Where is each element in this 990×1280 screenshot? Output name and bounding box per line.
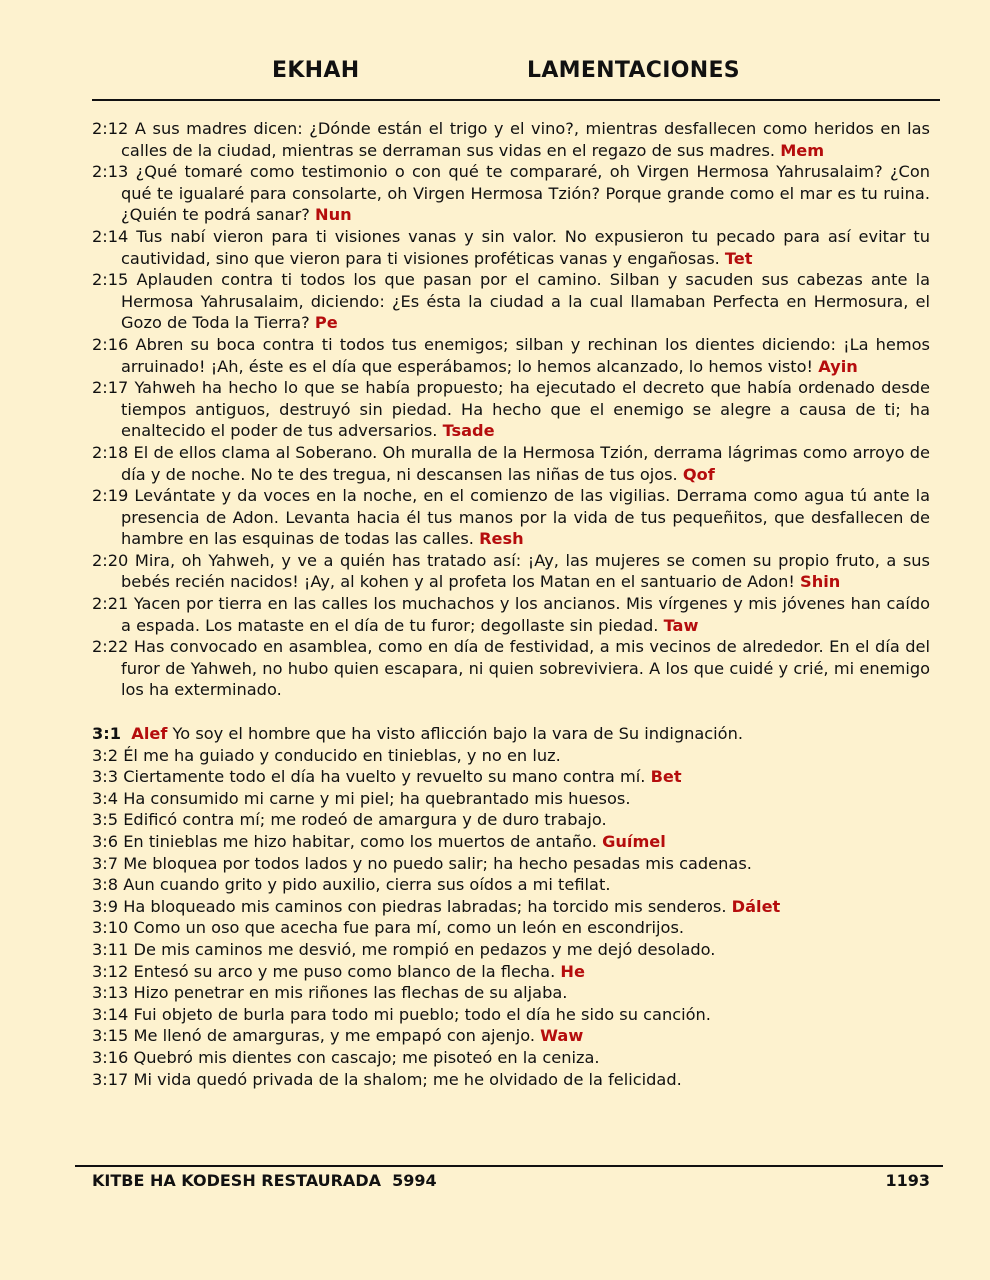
verse: 2:15 Aplauden contra ti todos los que pasan por el camino. Silban y sacuden sus cabezas ante la Hermosa Yahrusalaim, diciendo: ¿Es ésta la ciudad a la cual llamaban Perfecta en Hermosura, el Gozo de Toda la Tierra? Pe bbox=[92, 270, 930, 333]
verse: 3:4 Ha consumido mi carne y mi piel; ha quebrantado mis huesos. bbox=[92, 788, 631, 808]
verse: 2:12 A sus madres dicen: ¿Dónde están el trigo y el vino?, mientras desfallecen como heridos en las calles de la ciudad, mientras se derraman sus vidas en el regazo de sus madres. Mem bbox=[92, 119, 930, 160]
verse: 2:18 El de ellos clama al Soberano. Oh muralla de la Hermosa Tzión, derrama lágrimas como arroyo de día y de noche. No te des tregua, ni descansen las niñas de tus ojos. Qof bbox=[92, 442, 930, 484]
header-book-spanish: LAMENTACIONES bbox=[527, 58, 740, 83]
verse-letter-tag: Taw bbox=[663, 615, 699, 635]
verse-letter-tag: Bet bbox=[650, 767, 682, 787]
verse-letter-tag: Nun bbox=[315, 205, 352, 225]
verse-letter-tag: Pe bbox=[314, 313, 338, 333]
verse-letter-tag: Guímel bbox=[602, 832, 666, 851]
page-footer bbox=[92, 1171, 930, 1195]
verse: 3:10 Como un oso que acecha fue para mí, como un león en escondrijos. bbox=[92, 918, 685, 938]
verse: 2:13 ¿Qué tomaré como testimonio o con qué te compararé, oh Virgen Hermosa Yahrusalaim? ¿Con qué te igualaré para consolarte, oh Virgen Hermosa Tzión? Porque grande como el mar es tu ruina. ¿Quién te podrá sanar? Nun bbox=[92, 162, 930, 225]
verse: 3:7 Me bloquea por todos lados y no puedo salir; ha hecho pesadas mis cadenas. bbox=[92, 853, 752, 873]
verse: 2:19 Levántate y da voces en la noche, en el comienzo de las vigilias. Derrama como agua tú ante la presencia de Adon. Levanta hacia él tus manos por la vida de tus pequeñitos, que desfallecen de hambre en las esquinas de todas las calles. Resh bbox=[92, 486, 930, 549]
verse: 2:17 Yahweh ha hecho lo que se había propuesto; ha ejecutado el decreto que había ordenado desde tiempos antiguos, destruyó sin piedad. Ha hecho que el enemigo se alegre a causa de ti; ha enaltecido el poder de tus adversarios. Tsade bbox=[92, 378, 930, 441]
verse: 3:17 Mi vida quedó privada de la shalom; me he olvidado de la felicidad. bbox=[92, 1069, 682, 1089]
verse: 2:14 Tus nabí vieron para ti visiones vanas y sin valor. No expusieron tu pecado para así evitar tu cautividad, sino que vieron para ti visiones proféticas vanas y engañosas. Tet bbox=[92, 226, 930, 268]
verse: 3:8 Aun cuando grito y pido auxilio, cierra sus oídos a mi tefilat. bbox=[92, 875, 611, 895]
verse: 3:11 De mis caminos me desvió, me rompió en pedazos y me dejó desolado. bbox=[92, 939, 716, 959]
scripture-text bbox=[92, 118, 930, 1090]
verse: 3:3 Ciertamente todo el día ha vuelto y revuelto su mano contra mí. Bet bbox=[92, 767, 682, 787]
page-number: 1193 bbox=[885, 1171, 930, 1190]
verse-letter-tag: Alef bbox=[131, 724, 168, 744]
verse-letter-tag: Waw bbox=[540, 1026, 584, 1046]
verse-letter-tag: Resh bbox=[479, 529, 524, 549]
verse-letter-tag: Shin bbox=[800, 572, 841, 592]
verse: 2:16 Abren su boca contra ti todos tus enemigos; silban y rechinan los dientes diciendo: ¡La hemos arruinado! ¡Ah, éste es el día que esperábamos; lo hemos alcanzado, lo hemos visto! Ayin bbox=[92, 334, 930, 376]
verse: 3:16 Quebró mis dientes con cascajo; me pisoteó en la ceniza. bbox=[92, 1047, 600, 1067]
verse: 3:5 Edificó contra mí; me rodeó de amargura y de duro trabajo. bbox=[92, 810, 607, 830]
verse-letter-tag: He bbox=[560, 961, 585, 981]
verse: 3:2 Él me ha guiado y conducido en tinieblas, y no en luz. bbox=[92, 745, 561, 765]
verse: 3:13 Hizo penetrar en mis riñones las flechas de su aljaba. bbox=[92, 983, 568, 1003]
verse-letter-tag: Tet bbox=[724, 248, 753, 268]
chapter-verse-number: 3:1 bbox=[92, 724, 121, 744]
header-rule bbox=[92, 99, 940, 101]
verse: 3:14 Fui objeto de burla para todo mi pueblo; todo el día he sido su canción. bbox=[92, 1004, 711, 1024]
verse-chapter-start: 3:1 Alef Yo soy el hombre que ha visto aflicción bajo la vara de Su indignación. bbox=[92, 724, 743, 744]
verse: 2:22 Has convocado en asamblea, como en día de festividad, a mis vecinos de alrededor. En el día del furor de Yahweh, no hubo quien escapara, ni quien sobreviviera. A los que cuidé y crié, mi enemigo los ha exterminado. bbox=[92, 637, 930, 700]
verse: 3:6 En tinieblas me hizo habitar, como los muertos de antaño. Guímel bbox=[92, 832, 666, 851]
footer-title: KITBE HA KODESH RESTAURADA 5994 bbox=[92, 1171, 437, 1190]
verse-letter-tag: Dálet bbox=[731, 896, 781, 916]
chapter-spacer bbox=[92, 701, 930, 723]
verse: 3:12 Entesó su arco y me puso como blanco de la flecha. He bbox=[92, 961, 585, 981]
verse-letter-tag: Qof bbox=[682, 464, 715, 484]
verse-letter-tag: Tsade bbox=[442, 421, 495, 441]
verse-letter-tag: Mem bbox=[780, 140, 825, 160]
verse: 3:15 Me llenó de amarguras, y me empapó con ajenjo. Waw bbox=[92, 1026, 584, 1046]
footer-rule bbox=[75, 1165, 943, 1167]
verse-letter-tag: Ayin bbox=[818, 356, 858, 376]
page-header bbox=[92, 58, 940, 92]
verse: 3:9 Ha bloqueado mis caminos con piedras labradas; ha torcido mis senderos. Dálet bbox=[92, 896, 781, 916]
verse: 2:21 Yacen por tierra en las calles los muchachos y los ancianos. Mis vírgenes y mis jóvenes han caído a espada. Los mataste en el día de tu furor; degollaste sin piedad. Taw bbox=[92, 594, 930, 635]
header-book-hebrew: EKHAH bbox=[272, 58, 360, 83]
verse: 2:20 Mira, oh Yahweh, y ve a quién has tratado así: ¡Ay, las mujeres se comen su propio fruto, a sus bebés recién nacidos! ¡Ay, al kohen y al profeta los Matan en el santuario de Adon! Shin bbox=[92, 550, 930, 592]
